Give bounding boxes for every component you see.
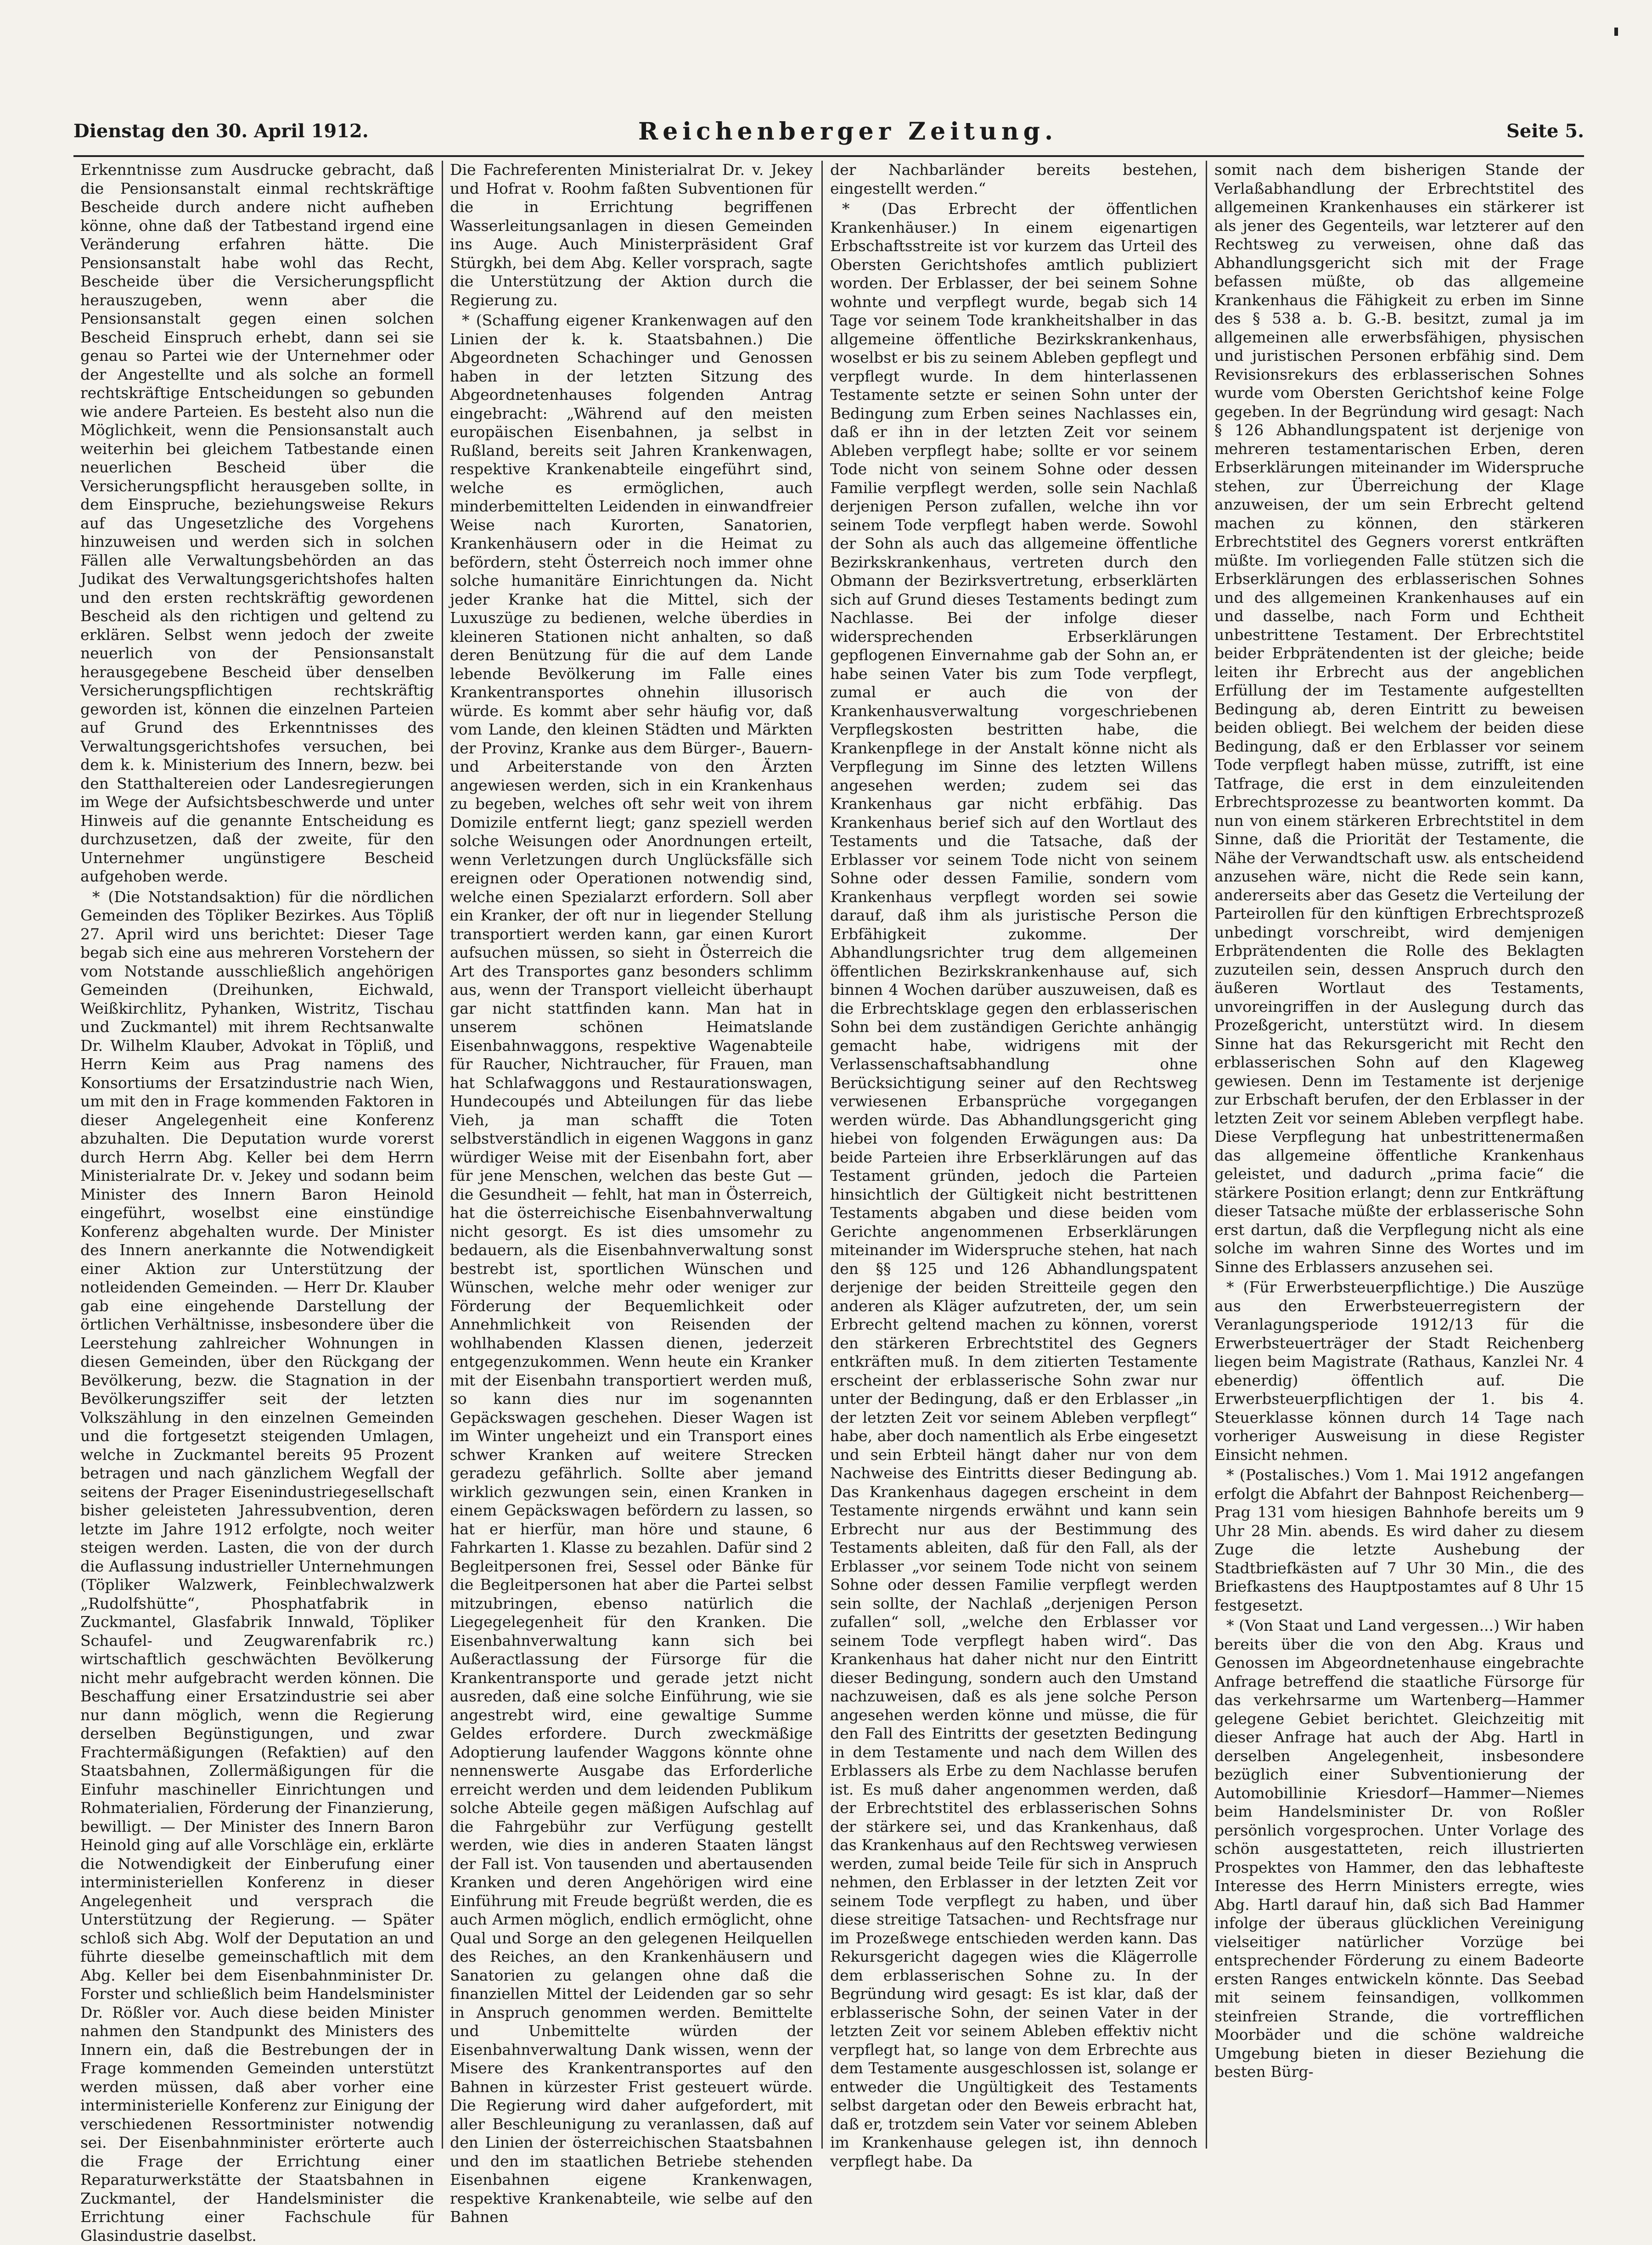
paragraph: * (Schaffung eigener Krankenwagen auf den Linien der k. k. Staatsbahnen.) Die Abgeordneten Schachinger und Genossen haben in der letzten Sitzung des Abgeordnetenhauses folgenden Antrag eingebracht: „Während auf den meisten europäischen Eisenbahnen, ja selbst in Rußland, bereits seit Jahren Krankenwagen, respektive Krankenabteile eingeführt sind, welche es ermöglichen, auch minderbemittelten Leidenden in einwandfreier Weise nach Kurorten, Sanatorien, Krankenhäusern oder in die Heimat zu befördern, steht Österreich noch immer ohne solche humanitäre Einrichtungen da. Nicht jeder Kranke hat die Mittel, sich der Luxuszüge zu bedienen, welche überdies in kleineren Stationen nicht anhalten, so daß deren Benützung für die auf dem Lande lebende Bevölkerung im Falle eines Krankentransportes ohnehin illusorisch würde. Es kommt aber sehr häufig vor, daß vom Lande, den kleinen Städten und Märkten der Provinz, Kranke aus dem Bürger-, Bauern- und Arbeiterstande von den Ärzten angewiesen werden, sich in ein Krankenhaus zu begeben, welches oft sehr weit von ihrem Domizile entfernt liegt; ganz speziell werden solche Weisungen oder Anordnungen erteilt, wenn Verletzungen durch Unglücksfälle sich ereignen oder Operationen notwendig sind, welche einen Spezialarzt erfordern. Soll aber ein Kranker, der oft nur in liegender Stellung transportiert werden kann, gar einen Kurort aufsuchen müssen, so sieht in Österreich die Art des Transportes ganz besonders schlimm aus, wenn der Transport vielleicht überhaupt gar nicht stattfinden kann. Man hat in unserem schönen Heimatslande Eisenbahnwaggons, respektive Wagenabteile für Raucher, Nichtraucher, für Frauen, man hat Schlafwaggons und Restaurationswagen, Hundecoupés und Abteilungen für das liebe Vieh, ja man schafft die Toten selbstverständlich in eigenen Waggons in ganz würdiger Weise mit der Eisenbahn fort, aber für jene Menschen, welchen das beste Gut — die Gesundheit — fehlt, hat man in Österreich, hat die österreichische Eisenbahnverwaltung nicht gesorgt. Es ist dies umsomehr zu bedauern, als die Eisenbahnverwaltung sonst bestrebt ist, sportlichen Wünschen und Wünschen, welche mehr oder weniger zur Förderung der Bequemlichkeit oder Annehmlichkeit von Reisenden der wohlhabenden Klassen dienen, jederzeit entgegenzukommen. Wenn heute ein Kranker mit der Eisenbahn transportiert werden muß, so kann dies nur im sogenannten Gepäckswagen geschehen. Dieser Wagen ist im Winter ungeheizt und ein Transport eines schwer Kranken auf weitere Strecken geradezu gefährlich. Sollte aber jemand wirklich gezwungen sein, einen Kranken in einem Gepäckswagen befördern zu lassen, so hat er hierfür, man höre und staune, 6 Fahrkarten 1. Klasse zu bezahlen. Dafür sind 2 Begleitpersonen frei, Sessel oder Bänke für die Begleitpersonen hat aber die Partei selbst mitzubringen, ebenso natürlich die Liegegelegenheit für den Kranken. Die Eisenbahnverwaltung kann sich bei Außeractlassung der Fürsorge für die Krankentransporte und gerade jetzt nicht ausreden, daß eine solche Einführung, wie sie angestrebt wird, eine gewaltige Summe Geldes erfordere. Durch zweckmäßige Adoptierung laufender Waggons könnte ohne nennenswerte Ausgabe das Erforderliche erreicht werden und dem leidenden Publikum solche Abteile gegen mäßigen Aufschlag auf die Fahrgebühr zur Verfügung gestellt werden, wie dies in anderen Staaten längst der Fall ist. Von tausenden und abertausenden Kranken und deren Angehörigen wird eine Einführung mit Freude begrüßt werden, die es auch Armen möglich, endlich ermöglicht, ohne Qual und Sorge an den gelegenen Heilquellen des Reiches, an den Krankenhäusern und Sanatorien zu gelangen ohne daß die finanziellen Mittel der Leidenden gar so sehr in Anspruch genommen werden. Bemittelte und Unbemittelte würden der Eisenbahnverwaltung Dank wissen, wenn der Misere des Krankentransportes auf den Bahnen in kürzester Frist gesteuert würde. Die Regierung wird daher aufgefordert, mit aller Beschleunigung zu veranlassen, daß auf den Linien der österreichischen Staatsbahnen und den im staatlichen Betriebe stehenden Eisenbahnen eigene Krankenwagen, respektive Krankenabteile, wie selbe auf den Bahnen xyxy=(450,311,813,2227)
article-column-1 xyxy=(80,161,434,2144)
paragraph: * (Postalisches.) Vom 1. Mai 1912 angefangen erfolgt die Abfahrt der Bahnpost Reichenberg—Prag 131 vom hiesigen Bahnhofe bereits um 9 Uhr 28 Min. abends. Es wird daher zu diesem Zuge die letzte Aushebung der Stadtbriefkästen auf 7 Uhr 30 Min., die des Briefkastens des Hauptpostamtes auf 8 Uhr 15 festgesetzt. xyxy=(1214,1466,1584,1615)
paragraph: somit nach dem bisherigen Stande der Verlaßabhandlung der Erbrechtstitel des allgemeinen Krankenhauses ein stärkerer ist als jener des Gegenteils, war letzterer auf den Rechtsweg zu verweisen, ohne daß das Abhandlungsgericht sich mit der Frage befassen müßte, ob das allgemeine Krankenhaus die Fähigkeit zu erben im Sinne des § 538 a. b. G.-B. besitzt, zumal ja im allgemeinen alle erwerbsfähigen, physischen und juristischen Personen erbfähig sind. Dem Revisionsrekurs des erblasserischen Sohnes wurde vom Obersten Gerichtshof keine Folge gegeben. In der Begründung wird gesagt: Nach § 126 Abhandlungspatent ist derjenige von mehreren testamentarischen Erben, deren Erbserklärungen miteinander im Widerspruche stehen, zur Überreichung der Klage anzuweisen, der um sein Erbrecht geltend machen zu können, den stärkeren Erbrechtstitel des Gegners vorerst entkräften müßte. Im vorliegenden Falle stützen sich die Erbserklärungen des erblasserischen Sohnes und des allgemeinen Krankenhauses auf ein und dasselbe, nach Form und Echtheit unbestrittene Testament. Der Erbrechtstitel beider Erbprätendenten ist der gleiche; beide leiten ihr Erbrecht aus der angeblichen Erfüllung der im Testamente aufgestellten Bedingung ab, deren Eintritt zu beweisen beiden obliegt. Bei welchem der beiden diese Bedingung, daß er den Erblasser vor seinem Tode verpflegt haben müsse, zutrifft, ist eine Tatfrage, die erst in dem einzuleitenden Erbrechtsprozesse zu beantworten kommt. Da nun von einem stärkeren Erbrechtstitel in dem Sinne, daß die Priorität der Testamente, die Nähe der Verwandtschaft usw. als entscheidend anzusehen wäre, nicht die Rede sein kann, andererseits aber das Gesetz die Verteilung der Parteirollen für den künftigen Erbrechtsprozeß unbedingt vorschreibt, wird demjenigen Erbprätendenten die Rolle des Beklagten zuzuteilen sein, dessen Anspruch durch den äußeren Wortlaut des Testaments, unvoreingriffen in der Auslegung durch das Prozeßgericht, unterstützt wird. In diesem Sinne hat das Rekursgericht mit Recht den erblasserischen Sohn auf den Klageweg gewiesen. Denn im Testamente ist derjenige zur Erbschaft berufen, der den Erblasser in der letzten Zeit vor seinem Ableben verpflegt habe. Diese Verpflegung hat unbestrittenermaßen das allgemeine öffentliche Krankenhaus geleistet, und dadurch „prima facie“ die stärkere Position erlangt; denn zur Entkräftung dieser Tatsache müßte der erblasserische Sohn erst dartun, daß die Verpflegung nicht als eine solche im wahren Sinne des Wortes und im Sinne des Erblassers anzusehen sei. xyxy=(1214,161,1584,1276)
article-column-4 xyxy=(1214,161,1584,2144)
print-mark xyxy=(1614,28,1618,36)
header-rule xyxy=(73,155,1584,157)
paragraph: Die Fachreferenten Ministerialrat Dr. v. Jekey und Hofrat v. Roohm faßten Subventionen für die in Errichtung begriffenen Wasserleitungsanlagen in diesen Gemeinden ins Auge. Auch Ministerpräsident Graf Stürgkh, bei dem Abg. Keller vorsprach, sagte die Unterstützung der Aktion durch die Regierung zu. xyxy=(450,161,813,309)
column-divider xyxy=(442,161,443,2149)
paragraph: * (Von Staat und Land vergessen...) Wir haben bereits über die von den Abg. Kraus und Genossen im Abgeordnetenhause eingebrachte Anfrage betreffend die staatliche Fürsorge für das verkehrsarme um Wartenberg—Hammer gelegene Gebiet berichtet. Gleichzeitig mit dieser Anfrage hat auch der Abg. Hartl in derselben Angelegenheit, insbesondere bezüglich einer Subventionierung der Automobillinie Kriesdorf—Hammer—Niemes beim Handelsminister Dr. von Roßler persönlich vorgesprochen. Unter Vorlage des schön ausgestatteten, reich illustrierten Prospektes von Hammer, den das lebhafteste Interesse des Herrn Ministers erregte, wies Abg. Hartl darauf hin, daß sich Bad Hammer infolge der überaus glücklichen Vereinigung vielseitiger natürlicher Vorzüge bei entsprechender Förderung zu einem Badeorte ersten Ranges entwickeln könnte. Das Seebad mit seinem feinsandigen, vollkommen steinfreien Strande, die vortrefflichen Moorbäder und die schöne waldreiche Umgebung bieten in dieser Beziehung die besten Bürg- xyxy=(1214,1616,1584,2082)
article-column-3 xyxy=(830,161,1197,2144)
column-divider xyxy=(821,161,823,2149)
page-number: Seite 5. xyxy=(1506,120,1584,142)
paragraph: Erkenntnisse zum Ausdrucke gebracht, daß die Pensionsanstalt einmal rechtskräftige Bescheide durch andere nicht aufheben könne, ohne daß der Tatbestand irgend eine Veränderung erfahren hätte. Die Pensionsanstalt habe wohl das Recht, Bescheide über die Versicherungspflicht herauszugeben, wenn aber die Pensionsanstalt gegen einen solchen Bescheid Einspruch erhebt, dann sei sie genau so Partei wie der Unternehmer oder der Angestellte und als solche an formell rechtskräftige Entscheidungen so gebunden wie andere Parteien. Es besteht also nun die Möglichkeit, wenn die Pensionsanstalt auch weiterhin bei gleichem Tatbestande einen neuerlichen Bescheid über die Versicherungspflicht herausgeben sollte, in dem Einspruche, beziehungsweise Rekurs auf das Ungesetzliche des Vorgehens hinzuweisen und werden sich in solchen Fällen alle Verwaltungsbehörden an das Judikat des Verwaltungsgerichtshofes halten und den ersten rechtskräftig gewordenen Bescheid als den richtigen und geltend zu erklären. Selbst wenn jedoch der zweite neuerlich von der Pensionsanstalt herausgegebene Bescheid über denselben Versicherungspflichtigen rechtskräftig geworden ist, können die einzelnen Parteien auf Grund des Erkenntnisses des Verwaltungsgerichtshofes versuchen, bei dem k. k. Ministerium des Innern, bezw. bei den Statthaltereien oder Landesregierungen im Wege der Aufsichtsbeschwerde und unter Hinweis auf die genannte Entscheidung es durchzusetzen, daß der zweite, für den Unternehmer ungünstigere Bescheid aufgehoben werde. xyxy=(80,161,434,886)
article-column-2 xyxy=(450,161,813,2144)
header-date: Dienstag den 30. April 1912. xyxy=(73,120,369,142)
paragraph: der Nachbarländer bereits bestehen, eingestellt werden.“ xyxy=(830,161,1197,198)
paragraph: * (Das Erbrecht der öffentlichen Krankenhäuser.) In einem eigenartigen Erbschaftsstreite ist vor kurzem das Urteil des Obersten Gerichtshofes amtlich publiziert worden. Der Erblasser, der bei seinem Sohne wohnte und verpflegt wurde, begab sich 14 Tage vor seinem Tode krankheitshalber in das allgemeine öffentliche Bezirkskrankenhaus, woselbst er bis zu seinem Ableben gepflegt und verpflegt wurde. In dem hinterlassenen Testamente setzte er seinen Sohn unter der Bedingung zum Erben seines Nachlasses ein, daß er ihn in der letzten Zeit vor seinem Ableben verpflegt habe; sollte er vor seinem Tode nicht von seinem Sohne oder dessen Familie verpflegt werden, solle sein Nachlaß derjenigen Person zufallen, welche ihn vor seinem Tode verpflegt haben werde. Sowohl der Sohn als auch das allgemeine öffentliche Bezirkskrankenhaus, vertreten durch den Obmann der Bezirksvertretung, erbserklärten sich auf Grund dieses Testaments bedingt zum Nachlasse. Bei der infolge dieser widersprechenden Erbserklärungen gepflogenen Einvernahme gab der Sohn an, er habe seinen Vater bis zum Tode verpflegt, zumal er auch die von der Krankenhausverwaltung vorgeschriebenen Verpflegskosten bestritten habe, die Krankenpflege in der Anstalt könne nicht als Verpflegung im Sinne des letzten Willens angesehen werden; zudem sei das Krankenhaus gar nicht erbfähig. Das Krankenhaus berief sich auf den Wortlaut des Testaments und die Tatsache, daß der Erblasser vor seinem Tode nicht von seinem Sohne oder dessen Familie, sondern vom Krankenhaus verpflegt worden sei sowie darauf, daß ihm als juristische Person die Erbfähigkeit zukomme. Der Abhandlungsrichter trug dem allgemeinen öffentlichen Bezirkskrankenhause auf, sich binnen 4 Wochen darüber auszuweisen, daß es die Erbrechtsklage gegen den erblasserischen Sohn bei dem zuständigen Gerichte anhängig gemacht habe, widrigens mit der Verlassenschaftsabhandlung ohne Berücksichtigung seiner auf den Rechtsweg verwiesenen Erbansprüche vorgegangen werden würde. Das Abhandlungsgericht ging hiebei von folgenden Erwägungen aus: Da beide Parteien ihre Erbserklärungen auf das Testament gründen, jedoch die Parteien hinsichtlich der Gültigkeit nicht bestrittenen Testaments abgaben und diese beiden vom Gerichte angenommenen Erbserklärungen miteinander im Widerspruche stehen, hat nach den §§ 125 und 126 Abhandlungspatent derjenige der beiden Streitteile gegen den anderen als Kläger aufzutreten, der, um sein Erbrecht geltend machen zu können, vorerst den stärkeren Erbrechtstitel des Gegners entkräften muß. In dem zitierten Testamente erscheint der erblasserische Sohn zwar nur unter der Bedingung, daß er den Erblasser „in der letzten Zeit vor seinem Ableben verpflegt“ habe, aber doch namentlich als Erbe eingesetzt und sein Erbteil hängt daher nur von dem Nachweise des Eintritts dieser Bedingung ab. Das Krankenhaus dagegen erscheint in dem Testamente nirgends erwähnt und kann sein Erbrecht nur aus der Bestimmung des Testaments ableiten, daß für den Fall, als der Erblasser „vor seinem Tode nicht von seinem Sohne oder dessen Familie verpflegt werden sein sollte, der Nachlaß „derjenigen Person zufallen“ soll, „welche den Erblasser vor seinem Tode verpflegt haben wird“. Das Krankenhaus hat daher nicht nur den Eintritt dieser Bedingung, sondern auch den Umstand nachzuweisen, daß es als jene solche Person angesehen werden könne und müsse, die für den Fall des Eintritts der gesetzten Bedingung in dem Testamente und nach dem Willen des Erblassers als Erbe zu dem Nachlasse berufen ist. Es muß daher angenommen werden, daß der Erbrechtstitel des erblasserischen Sohns der stärkere sei, und das Krankenhaus, daß das Krankenhaus auf den Rechtsweg verwiesen werden, zumal beide Teile für sich in Anspruch nehmen, den Erblasser in der letzten Zeit vor seinem Tode verpflegt zu haben, und über diese streitige Tatsachen- und Rechtsfrage nur im Prozeßwege entschieden werden kann. Das Rekursgericht dagegen wies die Klägerrolle dem erblasserischen Sohne zu. In der Begründung wird gesagt: Es ist klar, daß der erblasserische Sohn, der seinen Vater in der letzten Zeit vor seinem Ableben effektiv nicht verpflegt hat, so lange von dem Erbrechte aus dem Testamente ausgeschlossen ist, solange er entweder die Ungültigkeit des Testaments selbst dargetan oder den Beweis erbracht hat, daß er, trotzdem sein Vater vor seinem Ableben im Krankenhause gelegen ist, ihn dennoch verpflegt habe. Da xyxy=(830,200,1197,2171)
page-header xyxy=(73,120,1584,152)
paragraph: * (Für Erwerbsteuerpflichtige.) Die Auszüge aus den Erwerbsteuerregistern der Veranlagungsperiode 1912/13 für die Erwerbsteuerträger der Stadt Reichenberg liegen beim Magistrate (Rathaus, Kanzlei Nr. 4 ebenerdig) öffentlich auf. Die Erwerbsteuerpflichtigen der 1. bis 4. Steuerklasse können durch 14 Tage nach vorheriger Ausweisung in diese Register Einsicht nehmen. xyxy=(1214,1278,1584,1464)
column-divider xyxy=(1206,161,1207,2149)
newspaper-title: Reichenberger Zeitung. xyxy=(638,118,1057,146)
paragraph: * (Die Notstandsaktion) für die nördlichen Gemeinden des Töpliker Bezirkes. Aus Töpliß 27. April wird uns berichtet: Dieser Tage begab sich eine aus mehreren Vorstehern der vom Notstande ausschließlich angehörigen Gemeinden (Dreihunken, Eichwald, Weißkirchlitz, Pyhanken, Wistritz, Tischau und Zuckmantel) mit ihrem Rechtsanwalte Dr. Wilhelm Klauber, Advokat in Töpliß, und Herrn Keim aus Prag namens des Konsortiums der Ersatzindustrie nach Wien, um mit den in Frage kommenden Faktoren in dieser Angelegenheit eine Konferenz abzuhalten. Die Deputation wurde vorerst durch Herrn Abg. Keller bei dem Herrn Ministerialrate Dr. v. Jekey und sodann beim Minister des Innern Baron Heinold eingeführt, woselbst eine einstündige Konferenz abgehalten wurde. Der Minister des Innern anerkannte die Notwendigkeit einer Aktion zur Unterstützung der notleidenden Gemeinden. — Herr Dr. Klauber gab eine eingehende Darstellung der örtlichen Verhältnisse, insbesondere über die Leerstehung zahlreicher Wohnungen in diesen Gemeinden, über den Rückgang der Bevölkerung, bezw. die Stagnation in der Bevölkerungsziffer seit der letzten Volkszählung in den einzelnen Gemeinden und die fortgesetzt steigenden Umlagen, welche in Zuckmantel bereits 95 Prozent betragen und nach gänzlichem Wegfall der seitens der Prager Eisenindustriegesellschaft bisher geleisteten Jahressubvention, deren letzte im Jahre 1912 erfolgte, noch weiter steigen werden. Lasten, die von der durch die Auflassung industrieller Unternehmungen (Töpliker Walzwerk, Feinblechwalzwerk „Rudolfshütte“, Phosphatfabrik in Zuckmantel, Glasfabrik Innwald, Töpliker Schaufel- und Zeugwarenfabrik rc.) wirtschaftlich geschwächten Bevölkerung nicht mehr aufgebracht werden können. Die Beschaffung einer Ersatzindustrie sei aber nur dann möglich, wenn die Regierung derselben Begünstigungen, und zwar Frachtermäßigungen (Refaktien) auf den Staatsbahnen, Zollermäßigungen für die Einfuhr maschineller Einrichtungen und Rohmaterialien, Förderung der Finanzierung, bewilligt. — Der Minister des Innern Baron Heinold ging auf alle Vorschläge ein, erklärte die Notwendigkeit der Einberufung einer interministeriellen Konferenz in dieser Angelegenheit und versprach die Unterstützung der Regierung. — Später schloß sich Abg. Wolf der Deputation an und führte dieselbe gemeinschaftlich mit dem Abg. Keller bei dem Eisenbahnminister Dr. Forster und schließlich beim Handelsminister Dr. Rößler vor. Auch diese beiden Minister nahmen den Standpunkt des Ministers des Innern ein, daß die Bestrebungen der in Frage kommenden Gemeinden unterstützt werden müssen, daß aber vorher eine interministerielle Konferenz zur Einigung der verschiedenen Ressortminister notwendig sei. Der Eisenbahnminister erörterte auch die Frage der Errichtung einer Reparaturwerkstätte der Staatsbahnen in Zuckmantel, der Handelsminister die Errichtung einer Fachschule für Glasindustrie daselbst. xyxy=(80,888,434,2245)
